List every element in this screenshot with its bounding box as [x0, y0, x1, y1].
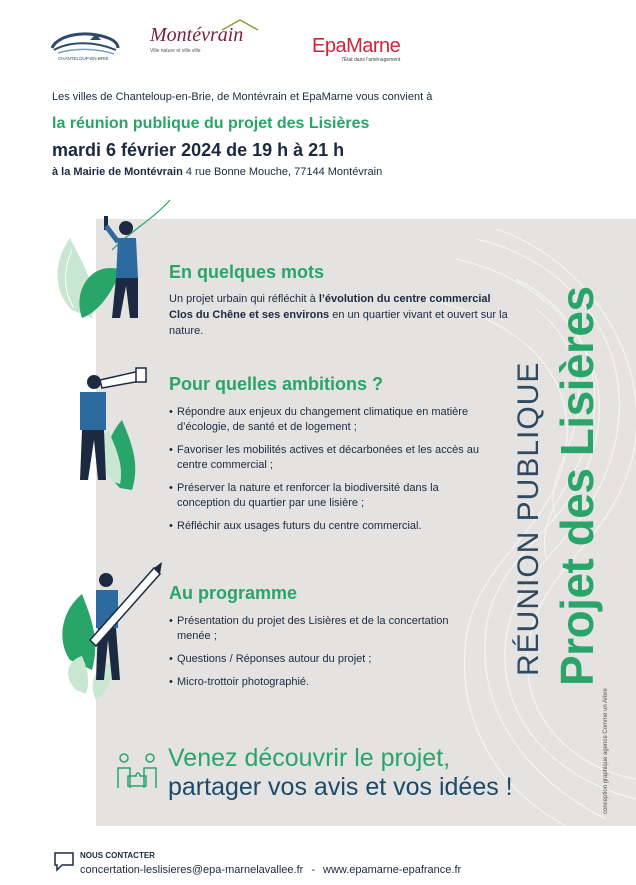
speech-bubble-icon: [52, 850, 76, 872]
list-item: • Questions / Réponses autour du projet ;: [169, 652, 469, 667]
list-item: • Réfléchir aux usages futurs du centre commercial.: [169, 519, 489, 534]
section3-title: Au programme: [169, 583, 298, 603]
section2-title: Pour quelles ambitions ?: [169, 374, 384, 394]
section1-title: En quelques mots: [169, 262, 325, 282]
puzzle-people-icon: [114, 750, 160, 790]
section-en-quelques-mots: [169, 262, 509, 339]
ambitions-list: [169, 405, 489, 534]
list-item: • Répondre aux enjeux du changement climatique en matière d’écologie, de santé et de logement ;: [169, 405, 489, 435]
chanteloup-logo: [48, 26, 122, 64]
person-pencil-illustration: [56, 560, 166, 710]
montevrain-roof-icon: [220, 18, 260, 32]
list-item: • Favoriser les mobilités actives et décarbonées et les accès au centre commercial ;: [169, 443, 489, 473]
contact-website-link[interactable]: www.epamarne-epafrance.fr: [323, 864, 462, 876]
contact-separator: -: [311, 864, 315, 876]
cta-line1: Venez découvrir le projet,: [168, 744, 451, 772]
contact-label: NOUS CONTACTER: [80, 851, 155, 860]
section1-text-a: Un projet urbain qui réfléchit à: [169, 293, 319, 305]
cta-line2: partager vos avis et vos idées !: [168, 773, 513, 801]
person-telescope-illustration: [60, 360, 170, 500]
list-item: • Présentation du projet des Lisières et de la concertation menée ;: [169, 614, 469, 644]
section1-text: [169, 291, 509, 339]
contact-line: [80, 864, 461, 876]
chanteloup-caption: CHANTELOUP-EN-BRIE: [58, 56, 109, 61]
programme-list: [169, 614, 469, 690]
list-item: • Micro-trottoir photographié.: [169, 675, 469, 690]
intro-text: Les villes de Chanteloup-en-Brie, de Montévrain et EpaMarne vous convient à: [52, 91, 433, 103]
montevrain-wordmark: Montévrain: [150, 24, 268, 47]
montevrain-tagline: Ville nature et ville ville: [150, 48, 201, 54]
montevrain-logo: [150, 24, 268, 66]
event-place: [52, 166, 382, 178]
epamarne-logo: [312, 36, 400, 63]
person-phone-illustration: [52, 190, 172, 340]
event-date: mardi 6 février 2024 de 19 h à 21 h: [52, 140, 345, 160]
section1-text-c: en un quartier vivant et ouvert sur la nature.: [169, 309, 508, 337]
event-place-address: 4 rue Bonne Mouche, 77144 Montévrain: [182, 166, 383, 178]
vertical-projet-title: Projet des Lisières: [551, 286, 603, 686]
event-title: la réunion publique du projet des Lisières: [52, 115, 370, 132]
design-credit: conception graphique agence Comme un Arbre: [603, 688, 609, 814]
section1-text-bold: l’évolution du centre commercial Clos du Chêne et ses environs: [169, 293, 491, 321]
epamarne-tagline: l'État dans l'aménagement: [341, 57, 401, 63]
vertical-reunion-publique: RÉUNION PUBLIQUE: [512, 361, 545, 676]
epamarne-wordmark: EpaMarne: [312, 35, 401, 57]
list-item: • Préserver la nature et renforcer la biodiversité dans la conception du quartier par une lisière ;: [169, 481, 489, 511]
call-to-action: [168, 744, 513, 802]
contact-email-link[interactable]: concertation-leslisieres@epa-marnelavallee.fr: [80, 864, 304, 876]
event-place-name: à la Mairie de Montévrain: [52, 166, 183, 178]
section-ambitions: [169, 374, 489, 542]
section-programme: [169, 583, 469, 698]
